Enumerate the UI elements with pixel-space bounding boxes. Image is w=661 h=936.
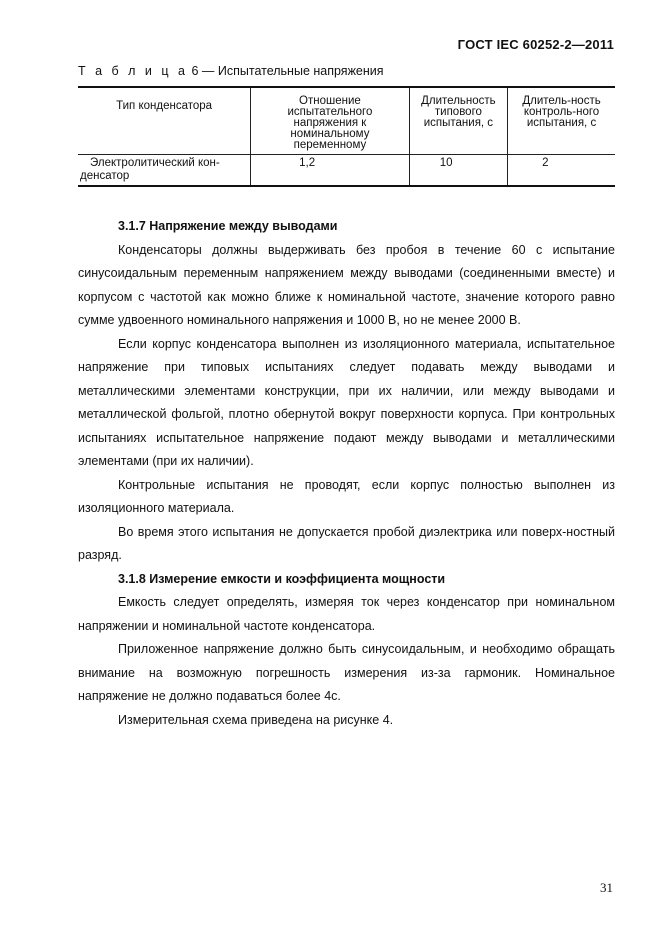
section-heading-3-1-8: 3.1.8 Измерение емкости и коэффициента мощности (118, 571, 446, 586)
paragraph: Емкость следует определять, измеряя ток через конденсатор при номинальном напряжении и номинальной частоте конденсатора. (78, 595, 615, 633)
table-caption (78, 64, 384, 78)
paragraph: Если корпус конденсатора выполнен из изоляционного материала, испытательное напряжение при типовых испытаниях следует подавать между выводами и металлическими элементами конструкции, при их наличии, или между выводами и металлической фольгой, плотно обернутой вокруг поверхности корпуса. При контрольных испытаниях испытательное напряжение подают между выводами и металлическими элементами (при их наличии). (78, 336, 615, 468)
table-caption-prefix: Т а б л и ц а (78, 64, 188, 78)
cell-capacitor-type: Электролитический кон-денсатор (78, 154, 251, 186)
paragraph: Конденсаторы должны выдерживать без пробоя в течение 60 с испытание синусоидальным переменным напряжением между выводами (соединенными вместе) и корпусом с частотой как можно ближе к номинальной частоте, значение которого равно сумме удвоенного номинального напряжения и 1000 В, но не менее 2000 В. (78, 242, 615, 327)
paragraph: Контрольные испытания не проводят, если корпус полностью выполнен из изоляционного материала. (78, 477, 615, 515)
cell-voltage-ratio: 1,2 (251, 154, 410, 186)
header-type-test-duration: Длительность типового испытания, с (409, 87, 507, 154)
test-voltages-table (78, 86, 615, 187)
section-heading-3-1-7: 3.1.7 Напряжение между выводами (118, 219, 338, 233)
table-row (78, 154, 615, 186)
document-body (78, 215, 615, 732)
cell-routine-test-duration: 2 (508, 154, 615, 186)
cell-type-test-duration: 10 (409, 154, 507, 186)
paragraph: Во время этого испытания не допускается пробой диэлектрика или поверх-ностный разряд. (78, 524, 615, 562)
page-number: 31 (600, 880, 613, 895)
header-routine-test-duration: Длитель-ность контроль-ного испытания, с (508, 87, 615, 154)
paragraph: Измерительная схема приведена на рисунке 4. (118, 712, 394, 727)
table-caption-number: 6 (191, 64, 199, 78)
document-code-header: ГОСТ IEC 60252-2—2011 (457, 37, 614, 52)
table-caption-title: — Испытательные напряжения (201, 64, 384, 78)
table-header-row (78, 87, 615, 154)
paragraph: Приложенное напряжение должно быть синусоидальным, и необходимо обращать внимание на возможную погрешность измерения из-за гармоник. Номинальное напряжение не должно подаваться более 4с. (78, 642, 615, 703)
header-voltage-ratio: Отношение испытательного напряжения к номинальному переменному (251, 87, 410, 154)
header-capacitor-type: Тип конденсатора (78, 87, 251, 154)
